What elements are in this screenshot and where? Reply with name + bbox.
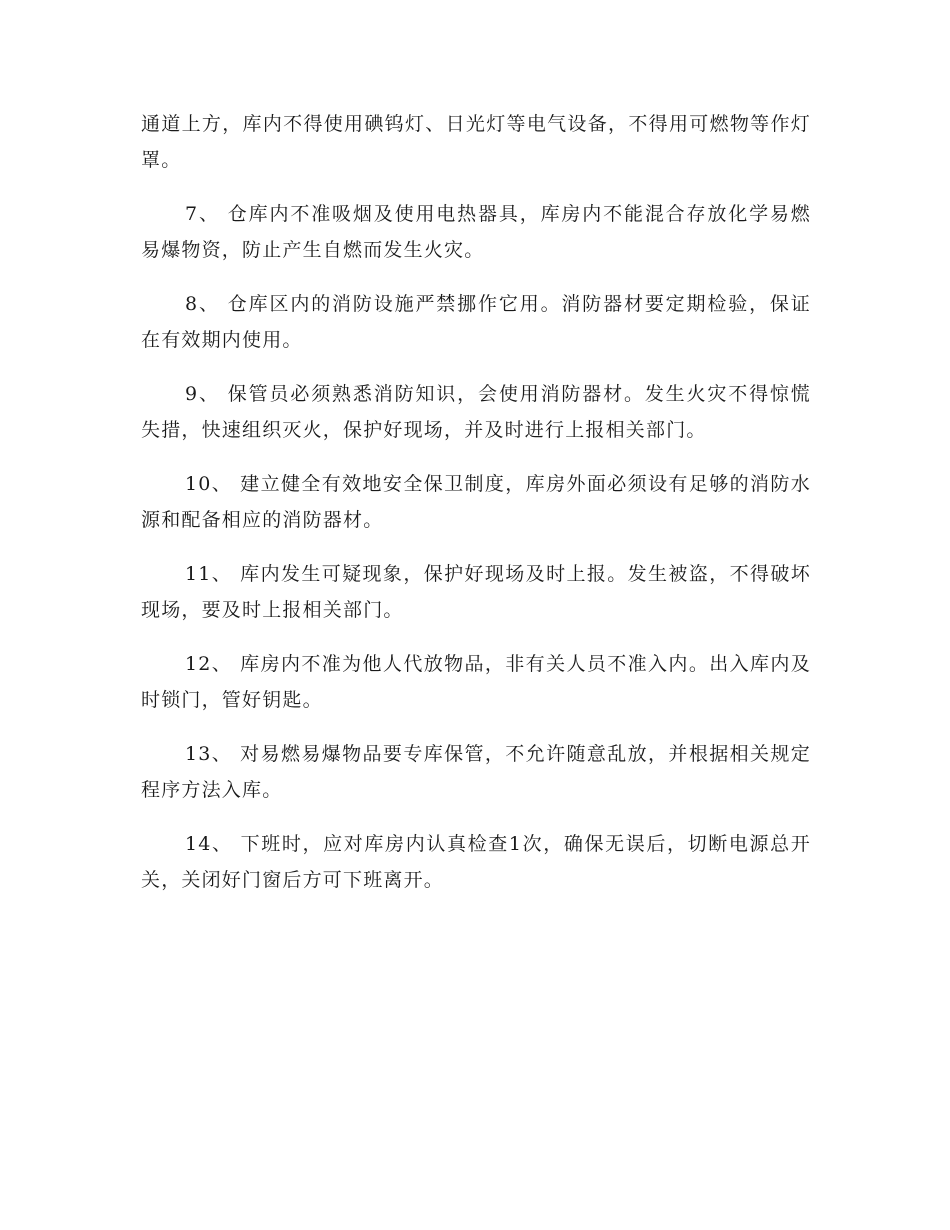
rule-item-13 [141,736,811,808]
rule-text: 库房内不准为他人代放物品，非有关人员不准入内。出入库内及时锁门，管好钥匙。 [141,653,811,711]
rule-item-10 [141,466,811,538]
rule-text: 库内发生可疑现象，保护好现场及时上报。发生被盗，不得破坏现场，要及时上报相关部门。 [141,563,811,621]
rule-number: 12、 [185,653,233,675]
rule-text: 仓库内不准吸烟及使用电热器具，库房内不能混合存放化学易燃易爆物资，防止产生自燃而发生火灾。 [141,203,811,261]
rule-number: 13、 [185,743,233,765]
rule-number: 14、 [185,833,233,855]
rule-item-11 [141,556,811,628]
rule-item-14 [141,826,811,898]
rule-item-12 [141,646,811,718]
rule-text: 保管员必须熟悉消防知识，会使用消防器材。发生火灾不得惊慌失措，快速组织灭火，保护好现场，并及时进行上报相关部门。 [141,383,811,441]
rule-item-9 [141,376,811,448]
rule-text: 建立健全有效地安全保卫制度，库房外面必须设有足够的消防水源和配备相应的消防器材。 [141,473,811,531]
rule-number: 7、 [185,203,220,225]
rule-number: 8、 [185,293,220,315]
continuation-paragraph: 通道上方，库内不得使用碘钨灯、日光灯等电气设备，不得用可燃物等作灯罩。 [141,113,811,171]
rule-item-7 [141,196,811,268]
rule-text: 下班时，应对库房内认真检查1次，确保无误后，切断电源总开关，关闭好门窗后方可下班离开。 [141,833,811,891]
rule-text: 对易燃易爆物品要专库保管，不允许随意乱放，并根据相关规定程序方法入库。 [141,743,811,801]
rule-number: 10、 [185,473,233,495]
document-body [141,106,811,916]
rule-text: 仓库区内的消防设施严禁挪作它用。消防器材要定期检验，保证在有效期内使用。 [141,293,811,351]
rule-item-8 [141,286,811,358]
rule-number: 11、 [185,563,233,585]
rule-number: 9、 [185,383,220,405]
